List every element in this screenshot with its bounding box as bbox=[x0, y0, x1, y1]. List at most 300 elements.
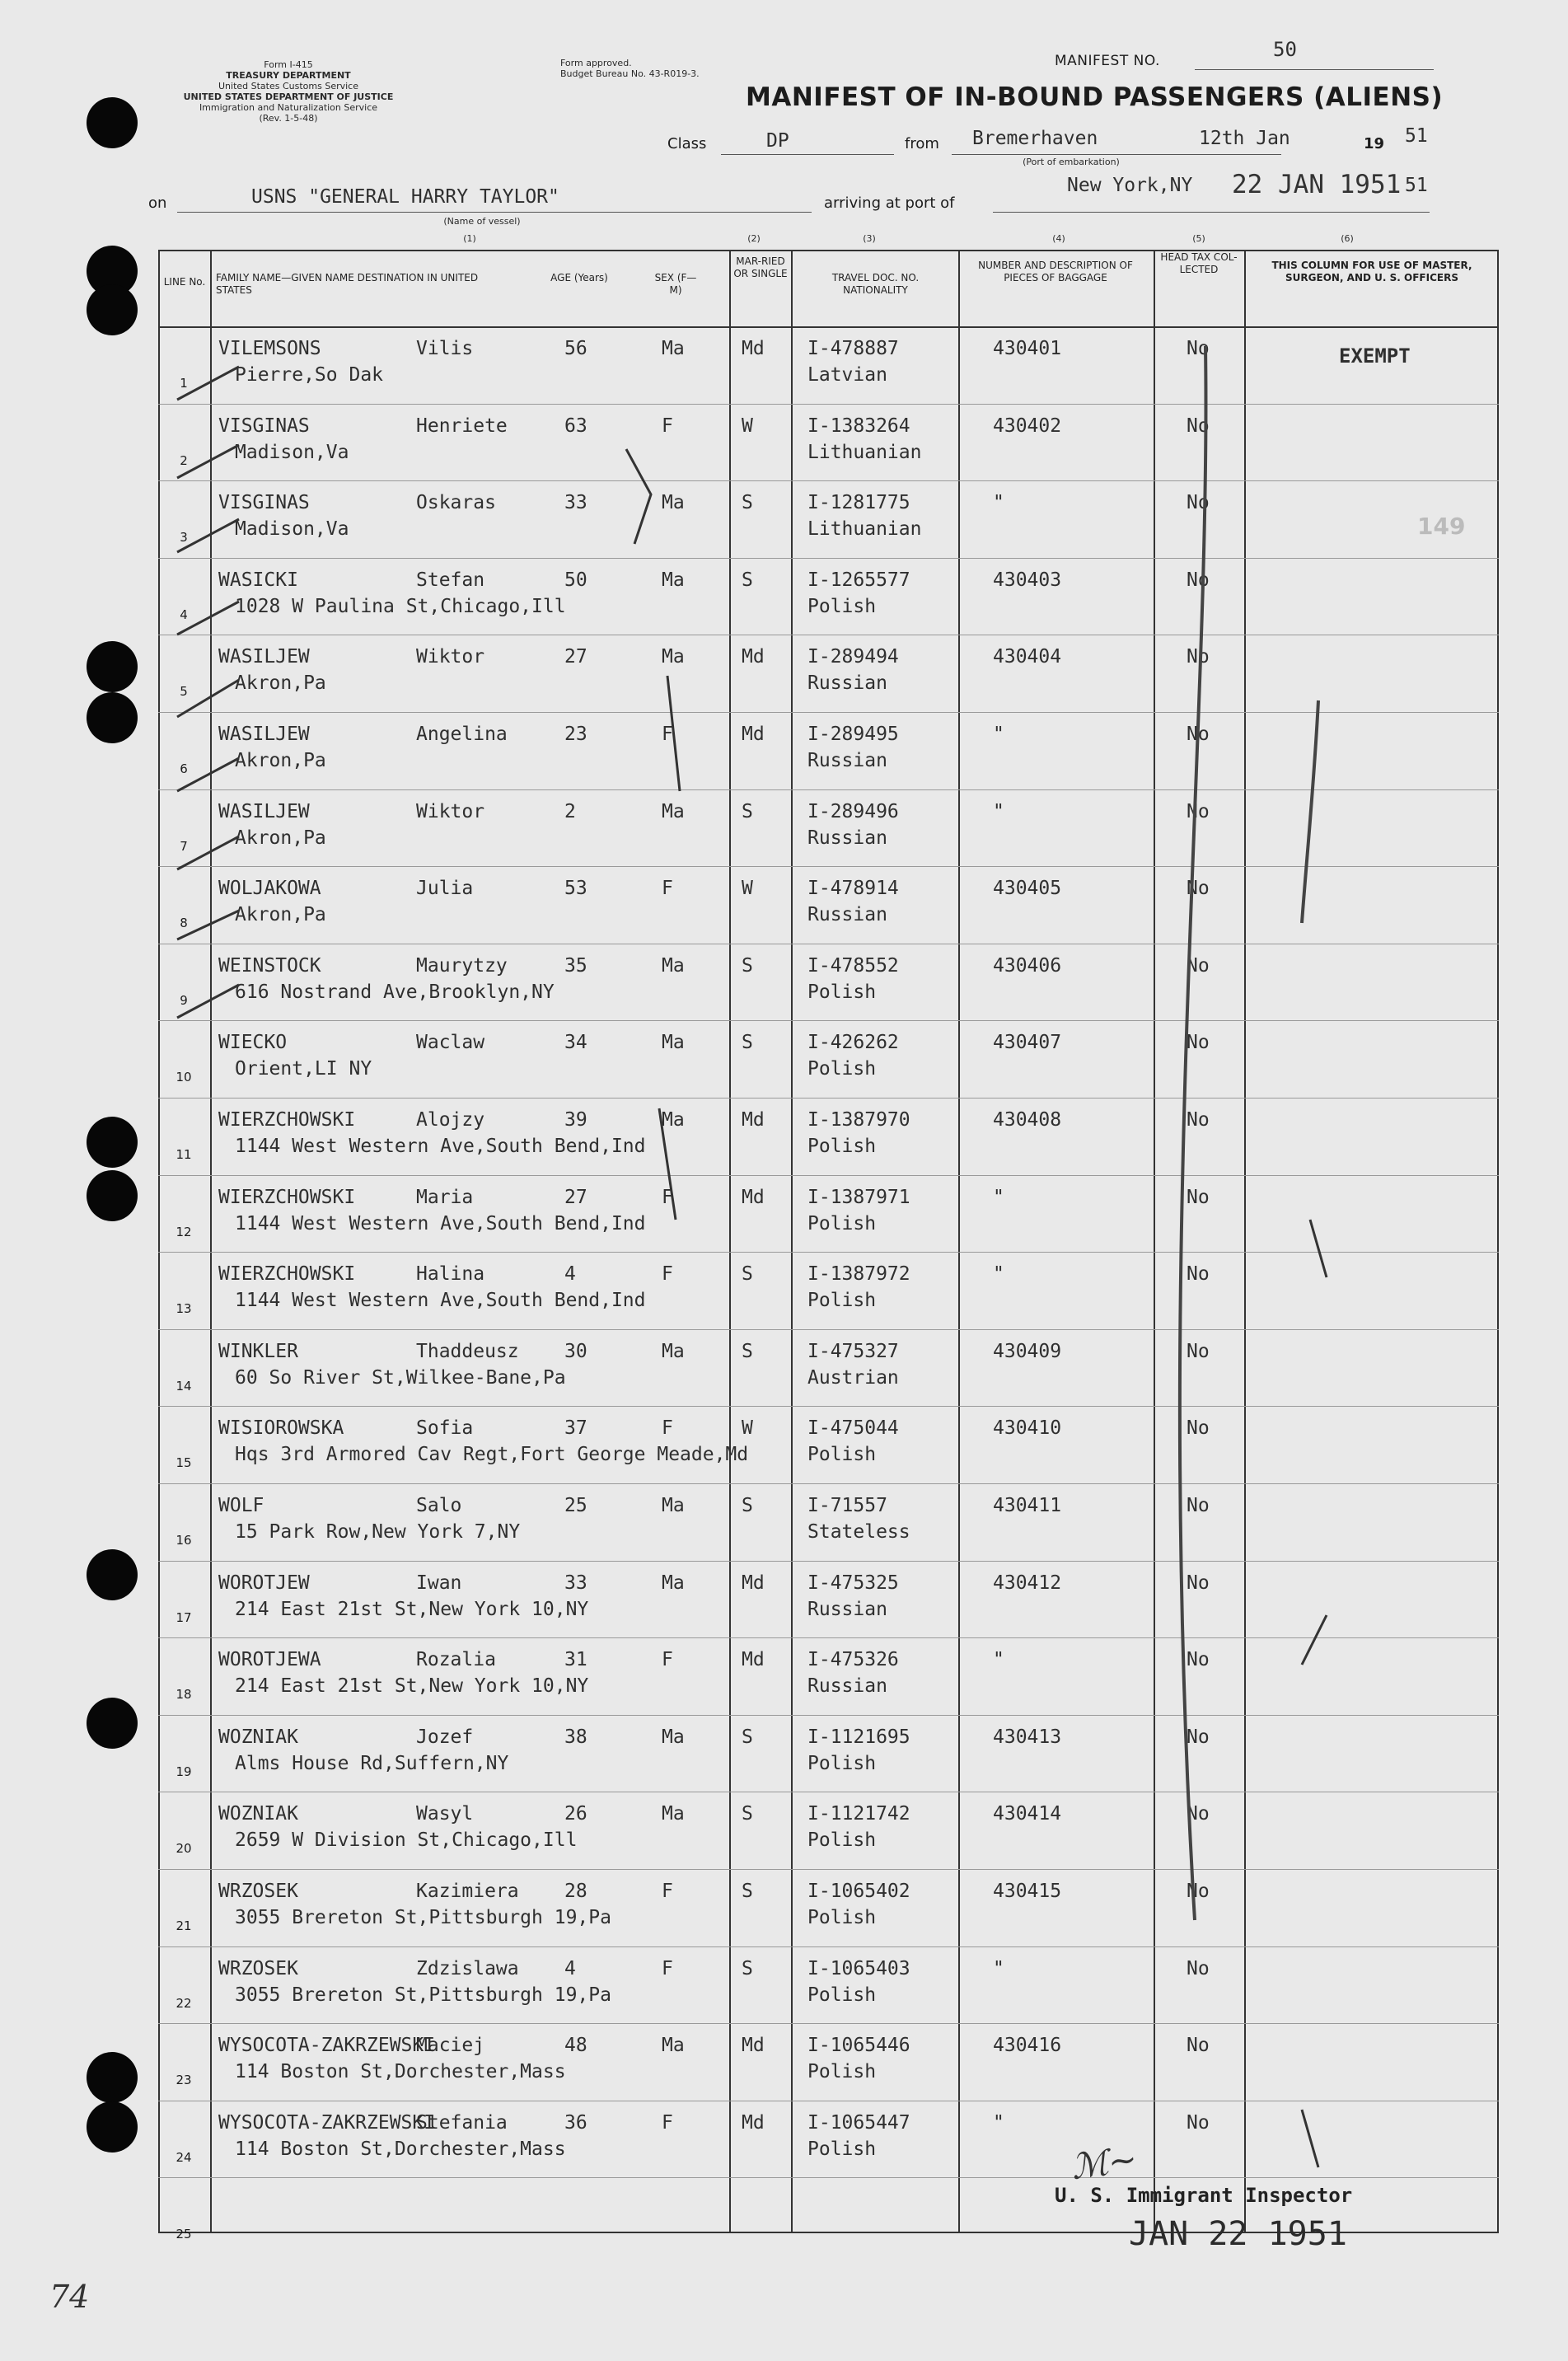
cell-given: Iwan bbox=[416, 1572, 462, 1594]
cell-dest: 3055 Brereton St,Pittsburgh 19,Pa bbox=[235, 1907, 611, 1928]
cell-dest: 1028 W Paulina St,Chicago,Ill bbox=[235, 595, 566, 617]
cell-doc: I-478552 bbox=[807, 954, 899, 977]
header-age: AGE (Years) bbox=[550, 272, 608, 283]
cell-ms: Md bbox=[742, 1572, 765, 1594]
cell-sex: Ma bbox=[662, 1803, 685, 1825]
cell-ms: Md bbox=[742, 2035, 765, 2057]
cell-doc: I-71557 bbox=[807, 1495, 887, 1516]
cell-nat: Russian bbox=[807, 827, 887, 849]
cell-nat: Polish bbox=[807, 2138, 877, 2160]
class-label: Class bbox=[667, 135, 707, 152]
cell-doc: I-475327 bbox=[807, 1340, 899, 1362]
cell-nat: Stateless bbox=[807, 1521, 910, 1543]
on-label: on bbox=[148, 194, 167, 212]
cell-n: 14 bbox=[176, 1378, 192, 1394]
cell-age: 35 bbox=[564, 954, 587, 977]
cell-tax: No bbox=[1187, 646, 1210, 668]
cell-tax: No bbox=[1187, 954, 1210, 977]
cell-n: 17 bbox=[176, 1609, 192, 1625]
check-mark bbox=[1310, 1220, 1327, 1277]
cell-doc: I-1387971 bbox=[807, 1186, 910, 1208]
header-line-no: LINE No. bbox=[163, 276, 206, 288]
check-mark bbox=[177, 445, 239, 478]
cell-tax: No bbox=[1187, 878, 1210, 900]
cell-dest: 616 Nostrand Ave,Brooklyn,NY bbox=[235, 981, 555, 1003]
check-mark bbox=[667, 676, 680, 791]
budget-bureau: Budget Bureau No. 43-R019-3. bbox=[560, 68, 700, 79]
cell-tax: No bbox=[1187, 1263, 1210, 1286]
cell-n: 16 bbox=[176, 1533, 192, 1548]
cell-nat: Polish bbox=[807, 1829, 877, 1852]
check-mark bbox=[177, 519, 239, 552]
header-tax: HEAD TAX COL-LECTED bbox=[1160, 251, 1238, 275]
ins-service: Immigration and Naturalization Service bbox=[199, 102, 378, 113]
form-approved: Form approved. bbox=[560, 58, 632, 68]
customs-service: United States Customs Service bbox=[218, 81, 358, 91]
cell-bag: " bbox=[993, 1649, 1004, 1671]
check-mark bbox=[1302, 2110, 1318, 2167]
cell-tax: No bbox=[1187, 1803, 1210, 1825]
cell-n: 13 bbox=[176, 1301, 192, 1317]
cell-dest: 214 East 21st St,New York 10,NY bbox=[235, 1598, 589, 1620]
cell-family: WOROTJEW bbox=[218, 1572, 310, 1594]
cell-tax: No bbox=[1187, 1649, 1210, 1671]
cell-ms: Md bbox=[742, 646, 765, 668]
cell-nat: Lithuanian bbox=[807, 518, 922, 541]
cell-ms: S bbox=[742, 569, 753, 591]
cell-sex: Ma bbox=[662, 1032, 685, 1054]
cell-bag: " bbox=[993, 1263, 1004, 1286]
cell-ms: Md bbox=[742, 338, 765, 359]
vessel-caption: (Name of vessel) bbox=[443, 216, 521, 227]
cell-given: Stefania bbox=[416, 2111, 508, 2134]
cell-given: Zdzislawa bbox=[416, 1957, 519, 1979]
cell-sex: F bbox=[662, 1263, 673, 1286]
cell-n: 4 bbox=[180, 607, 188, 622]
cell-family: WIERZCHOWSKI bbox=[218, 1109, 356, 1131]
cell-given: Halina bbox=[416, 1263, 485, 1286]
cell-age: 25 bbox=[564, 1495, 587, 1516]
cell-given: Stefan bbox=[416, 569, 485, 591]
revision: (Rev. 1-5-48) bbox=[259, 113, 318, 124]
cell-n: 20 bbox=[176, 1841, 192, 1857]
cell-dest: Madison,Va bbox=[235, 518, 349, 541]
cell-bag: 430407 bbox=[993, 1032, 1062, 1054]
cell-age: 38 bbox=[564, 1726, 587, 1748]
from-label: from bbox=[905, 135, 939, 152]
header-sex: SEX (F—M) bbox=[654, 272, 697, 296]
cell-tax: No bbox=[1187, 338, 1210, 359]
cell-given: Wasyl bbox=[416, 1803, 474, 1825]
cell-family: WIERZCHOWSKI bbox=[218, 1263, 356, 1286]
cell-doc: I-289495 bbox=[807, 724, 899, 745]
cell-doc: I-478914 bbox=[807, 878, 899, 900]
cell-given: Maurytzy bbox=[416, 954, 508, 977]
cell-ms: S bbox=[742, 954, 753, 977]
cell-tax: No bbox=[1187, 2035, 1210, 2057]
cell-tax: No bbox=[1187, 1726, 1210, 1748]
cell-ms: S bbox=[742, 1881, 753, 1902]
cell-sex: F bbox=[662, 1649, 673, 1671]
cell-ms: W bbox=[742, 415, 753, 437]
cell-doc: I-475044 bbox=[807, 1417, 899, 1440]
cell-family: WASILJEW bbox=[218, 724, 310, 745]
cell-sex: F bbox=[662, 1957, 673, 1979]
cell-family: WIERZCHOWSKI bbox=[218, 1186, 356, 1208]
cell-dest: Akron,Pa bbox=[235, 904, 326, 926]
cell-age: 26 bbox=[564, 1803, 587, 1825]
cell-bag: 430404 bbox=[993, 646, 1062, 668]
cell-nat: Polish bbox=[807, 981, 877, 1003]
cell-doc: I-1281775 bbox=[807, 492, 910, 514]
cell-tax: No bbox=[1187, 1572, 1210, 1594]
cell-doc: I-478887 bbox=[807, 338, 899, 359]
cell-family: WASILJEW bbox=[218, 800, 310, 822]
cell-nat: Latvian bbox=[807, 364, 887, 386]
cell-bag: " bbox=[993, 800, 1004, 822]
cell-dest: 1144 West Western Ave,South Bend,Ind bbox=[235, 1212, 646, 1234]
column-number: (1) bbox=[463, 233, 476, 244]
cell-nat: Polish bbox=[807, 1212, 877, 1234]
inspector-label: U. S. Immigrant Inspector bbox=[1055, 2184, 1353, 2207]
embarkation-date: 12th Jan bbox=[1199, 128, 1290, 149]
arrival-port: New York,NY bbox=[1067, 175, 1193, 196]
cell-age: 56 bbox=[564, 338, 587, 359]
cell-ms: W bbox=[742, 1417, 753, 1440]
cell-family: WISIOROWSKA bbox=[218, 1417, 344, 1440]
cell-nat: Lithuanian bbox=[807, 441, 922, 463]
cell-dest: 15 Park Row,New York 7,NY bbox=[235, 1521, 521, 1543]
cell-given: Oskaras bbox=[416, 492, 496, 514]
cell-ms: W bbox=[742, 878, 753, 900]
header-officers: THIS COLUMN FOR USE OF MASTER, SURGEON, AND U. S. OFFICERS bbox=[1271, 260, 1472, 283]
cell-tax: No bbox=[1187, 2111, 1210, 2134]
check-mark bbox=[659, 1108, 676, 1220]
vessel-name: USNS "GENERAL HARRY TAYLOR" bbox=[251, 186, 559, 208]
cell-bag: 430413 bbox=[993, 1726, 1062, 1748]
cell-doc: I-1065446 bbox=[807, 2035, 910, 2057]
cell-doc: I-1121742 bbox=[807, 1803, 910, 1825]
cell-dest: Akron,Pa bbox=[235, 750, 326, 771]
check-mark bbox=[177, 758, 239, 791]
cell-n: 18 bbox=[176, 1687, 192, 1703]
cell-n: 2 bbox=[180, 452, 188, 468]
cell-family: WOLJAKOWA bbox=[218, 878, 321, 900]
check-mark bbox=[1302, 1615, 1327, 1665]
corner-note: 74 bbox=[49, 2279, 90, 2315]
cell-doc: I-1065403 bbox=[807, 1957, 910, 1979]
cell-bag: 430411 bbox=[993, 1495, 1062, 1516]
check-mark bbox=[177, 680, 239, 717]
cell-age: 30 bbox=[564, 1340, 587, 1362]
cell-age: 53 bbox=[564, 878, 587, 900]
arrival-stamp: 22 JAN 1951 bbox=[1232, 170, 1402, 199]
cell-age: 27 bbox=[564, 1186, 587, 1208]
cell-dest: Pierre,So Dak bbox=[235, 364, 384, 386]
cell-family: WOZNIAK bbox=[218, 1803, 298, 1825]
cell-family: WOZNIAK bbox=[218, 1726, 298, 1748]
cell-age: 34 bbox=[564, 1032, 587, 1054]
cell-family: WYSOCOTA-ZAKRZEWSKI bbox=[218, 2035, 436, 2057]
cell-age: 23 bbox=[564, 724, 587, 745]
cell-dest: Madison,Va bbox=[235, 441, 349, 463]
cell-nat: Polish bbox=[807, 1444, 877, 1466]
cell-nat: Polish bbox=[807, 1984, 877, 2006]
cell-sex: F bbox=[662, 878, 673, 900]
cell-ms: S bbox=[742, 492, 753, 514]
check-mark bbox=[177, 985, 239, 1018]
cell-given: Wiktor bbox=[416, 646, 485, 668]
page-title: MANIFEST OF IN-BOUND PASSENGERS (ALIENS) bbox=[746, 82, 1444, 112]
column-number: (5) bbox=[1192, 233, 1205, 244]
cell-bag: 430403 bbox=[993, 569, 1062, 591]
date-stamp: JAN 22 1951 bbox=[1129, 2215, 1347, 2253]
cell-bag: 430402 bbox=[993, 415, 1062, 437]
cell-nat: Polish bbox=[807, 1058, 877, 1080]
cell-sex: F bbox=[662, 1417, 673, 1440]
cell-dest: Akron,Pa bbox=[235, 672, 326, 695]
cell-dest: 214 East 21st St,New York 10,NY bbox=[235, 1675, 589, 1698]
cell-bag: 430416 bbox=[993, 2035, 1062, 2057]
cell-doc: I-1387972 bbox=[807, 1263, 910, 1286]
cell-sex: F bbox=[662, 415, 673, 437]
cell-age: 27 bbox=[564, 646, 587, 668]
cell-dest: 1144 West Western Ave,South Bend,Ind bbox=[235, 1136, 646, 1157]
cell-dest: Akron,Pa bbox=[235, 827, 326, 849]
cell-nat: Polish bbox=[807, 1136, 877, 1157]
check-mark bbox=[626, 449, 651, 544]
cell-nat: Russian bbox=[807, 672, 887, 695]
embarkation-port: Bremerhaven bbox=[972, 128, 1098, 149]
cell-nat: Austrian bbox=[807, 1366, 899, 1389]
cell-family: WRZOSEK bbox=[218, 1957, 298, 1979]
cell-ms: S bbox=[742, 1263, 753, 1286]
cell-dest: 60 So River St,Wilkee-Bane,Pa bbox=[235, 1366, 566, 1389]
cell-doc: I-475325 bbox=[807, 1572, 899, 1594]
cell-sex: Ma bbox=[662, 2035, 685, 2057]
cell-dest: Hqs 3rd Armored Cav Regt,Fort George Meade,Md bbox=[235, 1444, 749, 1466]
cell-bag: " bbox=[993, 2111, 1004, 2134]
cell-n: 6 bbox=[180, 761, 188, 776]
cell-ms: S bbox=[742, 1957, 753, 1979]
arrival-year: 51 bbox=[1405, 175, 1428, 196]
cell-given: Salo bbox=[416, 1495, 462, 1516]
cell-given: Sofia bbox=[416, 1417, 474, 1440]
cell-bag: " bbox=[993, 1186, 1004, 1208]
cell-n: 22 bbox=[176, 1995, 192, 2011]
cell-note: EXEMPT bbox=[1339, 344, 1411, 368]
cell-sex: Ma bbox=[662, 800, 685, 822]
cell-tax: No bbox=[1187, 569, 1210, 591]
cell-sex: Ma bbox=[662, 646, 685, 668]
cell-family: WASILJEW bbox=[218, 646, 310, 668]
cell-dest: 114 Boston St,Dorchester,Mass bbox=[235, 2061, 566, 2083]
treasury-dept: TREASURY DEPARTMENT bbox=[226, 70, 351, 81]
cell-tax: No bbox=[1187, 492, 1210, 514]
cell-bag: 430408 bbox=[993, 1109, 1062, 1131]
cell-doc: I-1387970 bbox=[807, 1109, 910, 1131]
cell-family: WIECKO bbox=[218, 1032, 288, 1054]
cell-age: 2 bbox=[564, 800, 576, 822]
cell-age: 37 bbox=[564, 1417, 587, 1440]
cell-ms: S bbox=[742, 1340, 753, 1362]
check-mark bbox=[177, 911, 239, 939]
cell-bag: 430409 bbox=[993, 1340, 1062, 1362]
cell-tax: No bbox=[1187, 724, 1210, 745]
cell-dest: 1144 West Western Ave,South Bend,Ind bbox=[235, 1290, 646, 1312]
cell-bag: " bbox=[993, 724, 1004, 745]
cell-doc: I-1121695 bbox=[807, 1726, 910, 1748]
cell-bag: " bbox=[993, 1957, 1004, 1979]
cell-ms: S bbox=[742, 1032, 753, 1054]
cell-sex: F bbox=[662, 1881, 673, 1902]
header-married: MAR-RIED OR SINGLE bbox=[733, 255, 788, 279]
cell-sex: F bbox=[662, 1186, 673, 1208]
cell-age: 48 bbox=[564, 2035, 587, 2057]
cell-given: Angelina bbox=[416, 724, 508, 745]
arriving-label: arriving at port of bbox=[824, 194, 955, 212]
cell-age: 31 bbox=[564, 1649, 587, 1671]
cell-nat: Polish bbox=[807, 1907, 877, 1928]
cell-dest: 2659 W Division St,Chicago,Ill bbox=[235, 1829, 578, 1852]
cell-nat: Polish bbox=[807, 2061, 877, 2083]
cell-bag: 430405 bbox=[993, 878, 1062, 900]
cell-bag: 430401 bbox=[993, 338, 1062, 359]
cell-doc: I-1383264 bbox=[807, 415, 910, 437]
cell-tax: No bbox=[1187, 1109, 1210, 1131]
cell-age: 39 bbox=[564, 1109, 587, 1131]
margin-stamp: 149 bbox=[1417, 513, 1466, 540]
cell-dest: Orient,LI NY bbox=[235, 1058, 372, 1080]
cell-bag: 430412 bbox=[993, 1572, 1062, 1594]
cell-n: 1 bbox=[180, 376, 188, 391]
cell-ms: Md bbox=[742, 1186, 765, 1208]
cell-n: 15 bbox=[176, 1455, 192, 1471]
cell-family: WOLF bbox=[218, 1495, 264, 1516]
cell-age: 33 bbox=[564, 492, 587, 514]
cell-dest: Alms House Rd,Suffern,NY bbox=[235, 1752, 509, 1774]
cell-tax: No bbox=[1187, 415, 1210, 437]
cell-tax: No bbox=[1187, 800, 1210, 822]
tax-column-stroke bbox=[1180, 346, 1206, 1920]
cell-sex: Ma bbox=[662, 1109, 685, 1131]
cell-age: 4 bbox=[564, 1957, 576, 1979]
cell-family: WRZOSEK bbox=[218, 1881, 298, 1902]
manifest-no-label: MANIFEST NO. bbox=[1055, 53, 1160, 69]
cell-given: Vilis bbox=[416, 338, 474, 359]
cell-dest: 3055 Brereton St,Pittsburgh 19,Pa bbox=[235, 1984, 611, 2006]
cell-age: 50 bbox=[564, 569, 587, 591]
cell-ms: S bbox=[742, 1726, 753, 1748]
cell-family: WEINSTOCK bbox=[218, 954, 321, 977]
header-doc: TRAVEL DOC. NO. NATIONALITY bbox=[831, 272, 920, 296]
cell-sex: F bbox=[662, 724, 673, 745]
cell-doc: I-289496 bbox=[807, 800, 899, 822]
cell-nat: Russian bbox=[807, 904, 887, 926]
cell-n: 24 bbox=[176, 2149, 192, 2165]
cell-sex: Ma bbox=[662, 569, 685, 591]
cell-family: WASICKI bbox=[218, 569, 298, 591]
cell-n: 10 bbox=[176, 1070, 192, 1085]
cell-nat: Russian bbox=[807, 1675, 887, 1698]
year-value: 51 bbox=[1405, 125, 1428, 147]
cell-ms: Md bbox=[742, 1649, 765, 1671]
cell-age: 63 bbox=[564, 415, 587, 437]
cell-family: WOROTJEWA bbox=[218, 1649, 321, 1671]
cell-ms: S bbox=[742, 1803, 753, 1825]
check-mark bbox=[177, 602, 239, 635]
cell-sex: Ma bbox=[662, 1726, 685, 1748]
column-number: (6) bbox=[1341, 233, 1354, 244]
cell-nat: Polish bbox=[807, 1752, 877, 1774]
cell-given: Rozalia bbox=[416, 1649, 496, 1671]
column-number: (4) bbox=[1052, 233, 1065, 244]
cell-ms: Md bbox=[742, 1109, 765, 1131]
cell-sex: Ma bbox=[662, 1340, 685, 1362]
class-value: DP bbox=[766, 130, 789, 152]
cell-doc: I-1065402 bbox=[807, 1881, 910, 1902]
cell-n: 7 bbox=[180, 838, 188, 854]
cell-nat: Russian bbox=[807, 750, 887, 771]
cell-doc: I-289494 bbox=[807, 646, 899, 668]
cell-n: 5 bbox=[180, 684, 188, 700]
cell-tax: No bbox=[1187, 1957, 1210, 1979]
officers-column-stroke bbox=[1302, 700, 1318, 923]
cell-sex: Ma bbox=[662, 338, 685, 359]
cell-sex: Ma bbox=[662, 954, 685, 977]
cell-given: Waclaw bbox=[416, 1032, 485, 1054]
cell-n: 12 bbox=[176, 1224, 192, 1239]
cell-family: VILEMSONS bbox=[218, 338, 321, 359]
check-mark bbox=[177, 367, 239, 400]
cell-bag: 430410 bbox=[993, 1417, 1062, 1440]
cell-bag: 430406 bbox=[993, 954, 1062, 977]
cell-n: 9 bbox=[180, 992, 188, 1008]
cell-sex: Ma bbox=[662, 1495, 685, 1516]
inspector-signature: ℳ~ bbox=[1068, 2138, 1140, 2188]
column-number: (2) bbox=[747, 233, 761, 244]
cell-age: 4 bbox=[564, 1263, 576, 1286]
cell-n: 25 bbox=[176, 2227, 192, 2242]
cell-ms: S bbox=[742, 1495, 753, 1516]
cell-n: 11 bbox=[176, 1147, 192, 1162]
cell-tax: No bbox=[1187, 1881, 1210, 1902]
cell-given: Maciej bbox=[416, 2035, 485, 2057]
cell-dest: 114 Boston St,Dorchester,Mass bbox=[235, 2138, 566, 2160]
cell-tax: No bbox=[1187, 1186, 1210, 1208]
cell-given: Maria bbox=[416, 1186, 474, 1208]
cell-age: 28 bbox=[564, 1881, 587, 1902]
cell-ms: Md bbox=[742, 724, 765, 745]
cell-bag: " bbox=[993, 492, 1004, 514]
port-caption: (Port of embarkation) bbox=[1023, 157, 1120, 167]
cell-family: WINKLER bbox=[218, 1340, 298, 1362]
cell-n: 3 bbox=[180, 530, 188, 546]
cell-bag: 430414 bbox=[993, 1803, 1062, 1825]
cell-nat: Polish bbox=[807, 1290, 877, 1312]
cell-age: 33 bbox=[564, 1572, 587, 1594]
justice-dept: UNITED STATES DEPARTMENT OF JUSTICE bbox=[183, 91, 394, 102]
cell-doc: I-475326 bbox=[807, 1649, 899, 1671]
check-mark bbox=[177, 836, 239, 869]
cell-age: 36 bbox=[564, 2111, 587, 2134]
header-baggage: NUMBER AND DESCRIPTION OF PIECES OF BAGGAGE bbox=[978, 260, 1133, 283]
cell-sex: Ma bbox=[662, 1572, 685, 1594]
header-name: FAMILY NAME—GIVEN NAME DESTINATION IN UNITED STATES bbox=[216, 272, 479, 296]
cell-given: Julia bbox=[416, 878, 474, 900]
cell-tax: No bbox=[1187, 1417, 1210, 1440]
cell-given: Henriete bbox=[416, 415, 508, 437]
